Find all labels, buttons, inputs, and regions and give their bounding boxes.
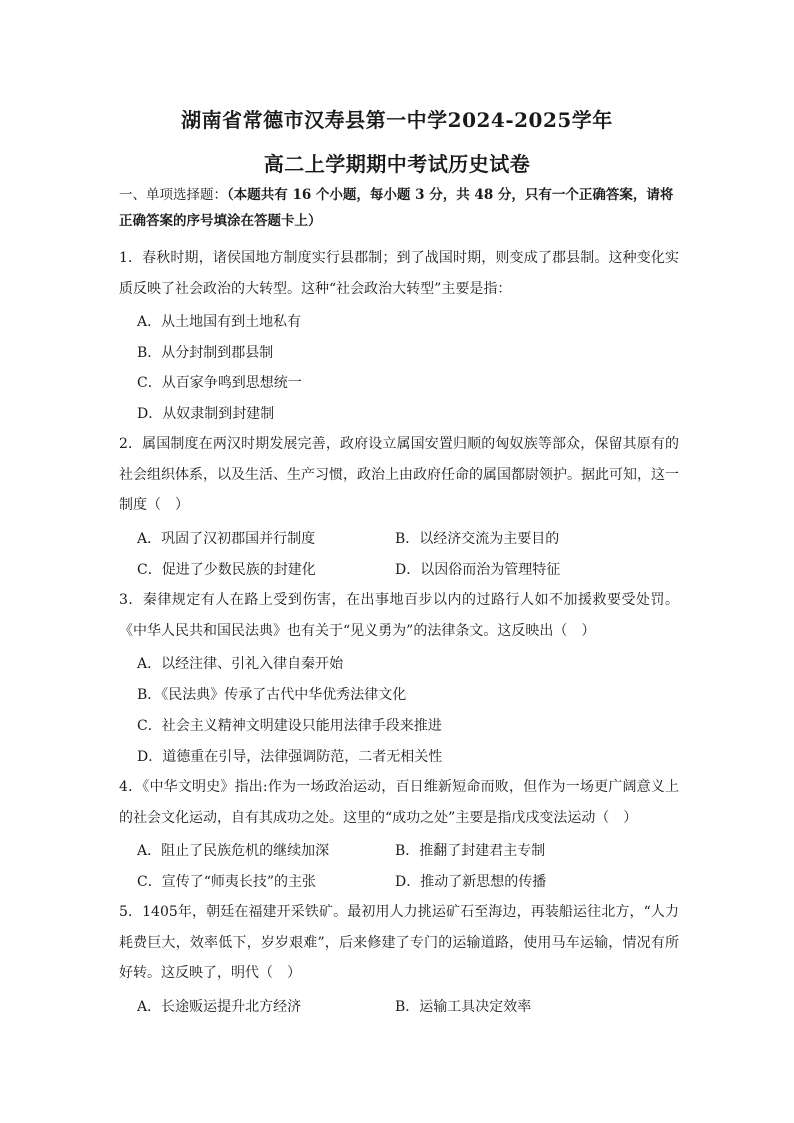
section-lead: 一、单项选择题： xyxy=(119,187,227,203)
section-instructions: （本题共有 16 个小题，每小题 3 分，共 48 分，只有一个正确答案，请将正确答案的序号填涂在答题卡上） xyxy=(119,187,674,229)
question-4-option-b: B．推翻了封建君主专制 xyxy=(395,843,546,859)
question-3-option-b: B．《民法典》传承了古代中华优秀法律文化 xyxy=(137,687,407,703)
exam-title-line1: 湖南省常德市汉寿县第一中学2024-2025学年 xyxy=(181,108,613,132)
question-5-option-a: A．长途贩运提升北方经济 xyxy=(137,999,302,1015)
question-1-option-c: C．从百家争鸣到思想统一 xyxy=(137,375,302,391)
question-4-option-c: C．宣传了“师夷长技”的主张 xyxy=(137,874,317,890)
question-3-option-a: A．以经注律、引礼入律自秦开始 xyxy=(137,656,344,672)
question-5-option-b: B．运输工具决定效率 xyxy=(395,999,532,1015)
question-2-option-b: B．以经济交流为主要目的 xyxy=(395,531,560,547)
question-1-option-d: D．从奴隶制到封建制 xyxy=(137,406,275,422)
question-5-stem: 5．1405年，朝廷在福建开采铁矿。最初用人力挑运矿石至海边，再装船运往北方，“人力耗费巨大，效率低下，岁岁艰难”，后来修建了专门的运输道路，使用马车运输，情况有所好转。这反映了，明代（ ） xyxy=(119,904,679,981)
question-2-option-a: A．巩固了汉初郡国并行制度 xyxy=(137,531,316,547)
question-4-option-a: A．阻止了民族危机的继续加深 xyxy=(137,843,330,859)
exam-title-line2: 高二上学期期中考试历史试卷 xyxy=(263,152,531,176)
section-header xyxy=(119,182,679,234)
question-3-option-c: C．社会主义精神文明建设只能用法律手段来推进 xyxy=(137,718,442,734)
question-4-option-d: D．推动了新思想的传播 xyxy=(395,874,547,890)
question-2-stem: 2．属国制度在两汉时期发展完善，政府设立属国安置归顺的匈奴族等部众，保留其原有的社会组织体系，以及生活、生产习惯，政治上由政府任命的属国都尉领护。据此可知，这一制度（ ） xyxy=(119,436,679,513)
question-1-stem: 1．春秋时期，诸侯国地方制度实行县郡制；到了战国时期，则变成了郡县制。这种变化实质反映了社会政治的大转型。这种“社会政治大转型”主要是指： xyxy=(119,250,679,297)
question-1-option-a: A．从土地国有到土地私有 xyxy=(137,314,302,330)
question-1-option-b: B．从分封制到郡县制 xyxy=(137,345,274,361)
question-2-option-c: C．促进了少数民族的封建化 xyxy=(137,562,316,578)
question-2-option-d: D．以因俗而治为管理特征 xyxy=(395,562,561,578)
question-4-stem: 4．《中华文明史》指出:作为一场政治运动，百日维新短命而败，但作为一场更广阔意义上的社会文化运动，自有其成功之处。这里的“成功之处”主要是指戊戌变法运动（ ） xyxy=(119,779,679,826)
question-3-option-d: D．道德重在引导，法律强调防范，二者无相关性 xyxy=(137,749,443,765)
question-3-stem: 3．秦律规定有人在路上受到伤害，在出事地百步以内的过路行人如不加援救要受处罚。《中华人民共和国民法典》也有关于“见义勇为”的法律条文。这反映出（ ） xyxy=(119,592,679,639)
